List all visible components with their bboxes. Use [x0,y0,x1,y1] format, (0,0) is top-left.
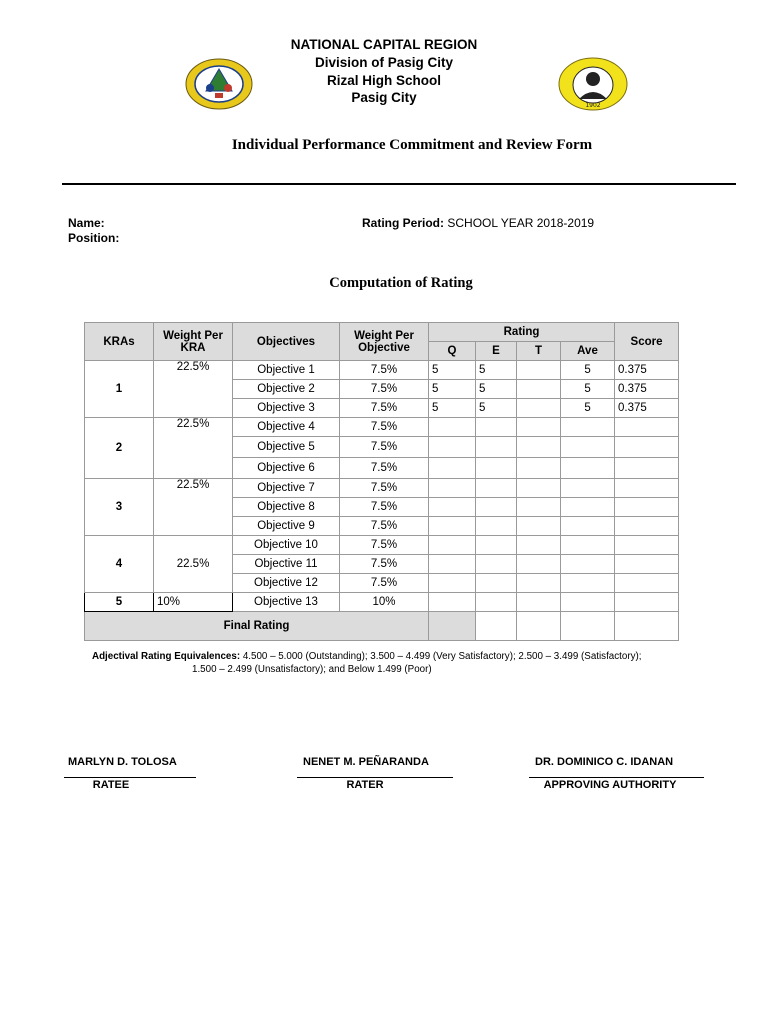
objective-name: Objective 10 [233,536,340,555]
table-row [85,593,679,612]
objective-name: Objective 7 [233,479,340,498]
equivalences-line2: 1.500 – 2.499 (Unsatisfactory); and Below 1.499 (Poor) [192,664,432,675]
objective-weight: 7.5% [340,517,429,536]
header-weight-per-kra: Weight Per KRA [154,323,233,361]
position-label: Position: [68,231,120,245]
objective-name: Objective 8 [233,498,340,517]
objective-weight: 7.5% [340,536,429,555]
header-rating: Rating [429,323,615,342]
rating-ave: 5 [561,399,615,418]
header-t: T [517,342,561,361]
objective-name: Objective 11 [233,555,340,574]
table-row [85,479,679,498]
rater-name: NENET M. PEÑARANDA [303,756,429,768]
header-city: Pasig City [351,90,417,105]
objective-name: Objective 12 [233,574,340,593]
header-school: Rizal High School [326,73,441,88]
objective-name: Objective 4 [233,418,340,437]
table-row [85,536,679,555]
final-rating-label: Final Rating [85,612,429,641]
title-divider [62,183,736,185]
objective-name: Objective 2 [233,380,340,399]
rating-period-value: SCHOOL YEAR 2018-2019 [447,216,595,230]
rating-q: 5 [429,399,476,418]
rating-e: 5 [476,399,517,418]
objective-weight: 7.5% [340,498,429,517]
kra-weight: 22.5% [154,536,233,593]
svg-text:1902: 1902 [585,102,601,109]
kra-number: 1 [85,361,154,418]
score: 0.375 [615,361,679,380]
ratee-name: MARLYN D. TOLOSA [68,756,177,768]
objective-name: Objective 1 [233,361,340,380]
rating-q: 5 [429,361,476,380]
table-row [85,418,679,437]
division-seal-logo [184,58,254,110]
rating-ave: 5 [561,361,615,380]
kra-number: 4 [85,536,154,593]
ratee-role: RATEE [92,779,130,791]
kra-weight: 22.5% [154,361,233,418]
header-region: NATIONAL CAPITAL REGION [290,37,478,52]
rating-period-label: Rating Period: [362,216,445,230]
equivalences-line1: 4.500 – 5.000 (Outstanding); 3.500 – 4.499 (Very Satisfactory); 2.500 – 3.499 (Satisfactory); [242,651,642,662]
kra-number: 5 [85,593,154,612]
form-title: Individual Performance Commitment and Review Form [231,137,593,153]
ratee-signature-line [64,777,196,778]
objective-name: Objective 9 [233,517,340,536]
rating-ave: 5 [561,380,615,399]
score: 0.375 [615,380,679,399]
objective-weight: 7.5% [340,555,429,574]
objective-weight: 7.5% [340,399,429,418]
approving-authority-signature-line [529,777,704,778]
objective-weight: 7.5% [340,361,429,380]
header-score: Score [615,323,679,361]
header-e: E [476,342,517,361]
header-weight-per-objective: Weight Per Objective [340,323,429,361]
rating-q: 5 [429,380,476,399]
rating-t [517,380,561,399]
final-rating-row [85,612,679,641]
objective-name: Objective 13 [233,593,340,612]
adjectival-equivalences [92,650,732,663]
objective-weight: 7.5% [340,418,429,437]
name-label: Name: [68,216,105,230]
header-q: Q [429,342,476,361]
header-objectives: Objectives [233,323,340,361]
approving-authority-role: APPROVING AUTHORITY [543,779,677,791]
objective-weight: 7.5% [340,574,429,593]
rater-role: RATER [346,779,384,791]
approving-authority-name: DR. DOMINICO C. IDANAN [535,756,674,768]
rating-e: 5 [476,361,517,380]
rating-e: 5 [476,380,517,399]
objective-name: Objective 3 [233,399,340,418]
section-title: Computation of Rating [329,275,473,291]
kra-weight: 10% [154,593,233,612]
objective-name: Objective 5 [233,437,340,458]
kra-weight: 22.5% [154,418,233,479]
objective-weight: 7.5% [340,458,429,479]
rating-table [84,322,679,641]
score: 0.375 [615,399,679,418]
equivalences-label: Adjectival Rating Equivalences: [92,651,241,662]
rizal-seal-logo [557,57,629,111]
table-row [85,361,679,380]
kra-number: 2 [85,418,154,479]
header-ave: Ave [561,342,615,361]
rater-signature-line [297,777,453,778]
objective-weight: 7.5% [340,380,429,399]
kra-number: 3 [85,479,154,536]
header-division: Division of Pasig City [314,55,454,70]
rating-period [362,216,594,230]
kra-weight: 22.5% [154,479,233,536]
objective-weight: 10% [340,593,429,612]
rating-t [517,399,561,418]
objective-name: Objective 6 [233,458,340,479]
objective-weight: 7.5% [340,437,429,458]
objective-weight: 7.5% [340,479,429,498]
header-kras: KRAs [85,323,154,361]
rating-t [517,361,561,380]
